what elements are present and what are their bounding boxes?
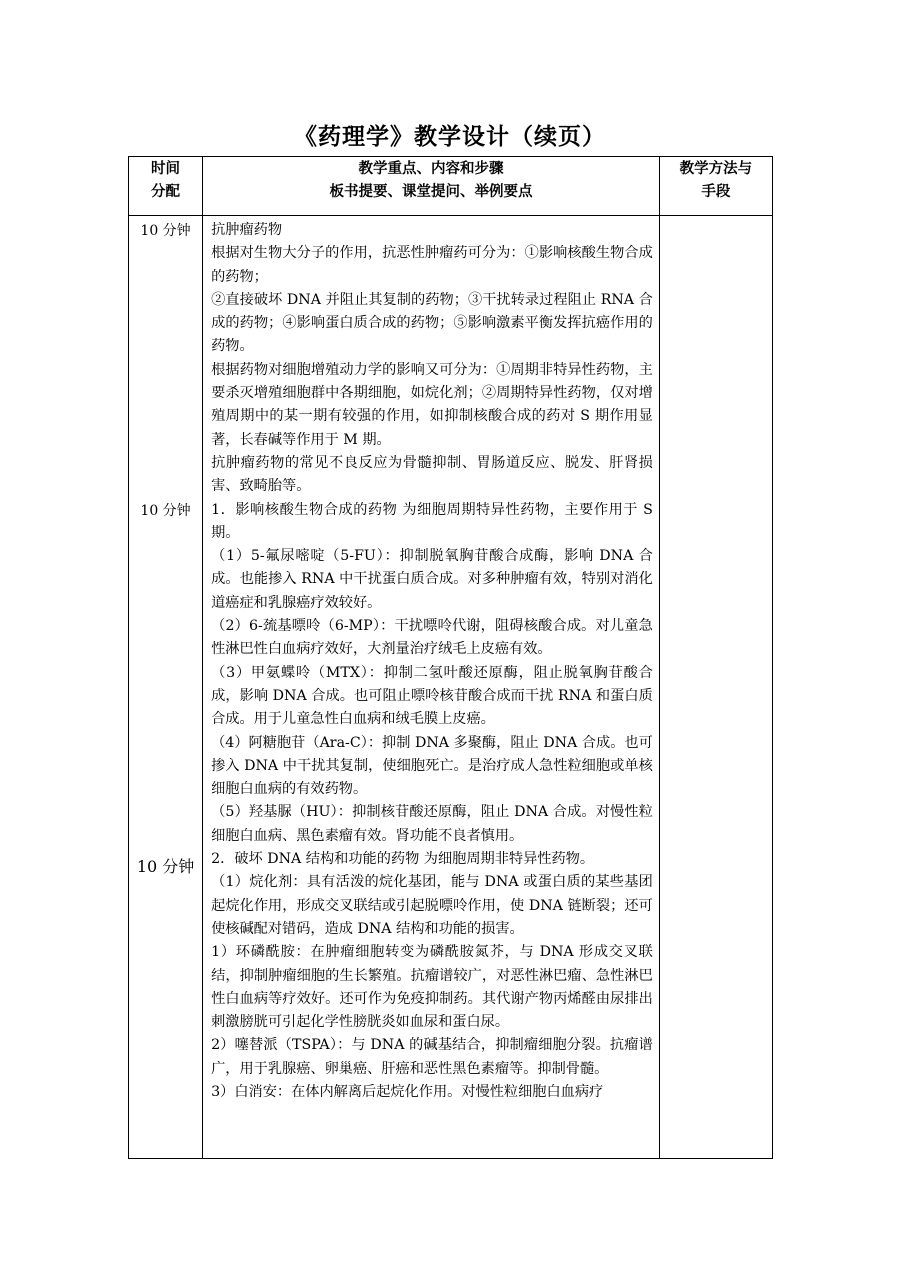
header-method-line2: 手段	[701, 183, 731, 200]
paragraph: 1．影响核酸生物合成的药物 为细胞周期特异性药物，主要作用于 S 期。	[211, 501, 653, 541]
time-label: 10 分钟	[140, 503, 191, 519]
paragraph: 1）环磷酰胺：在肿瘤细胞转变为磷酰胺氮芥，与 DNA 形成交叉联结，抑制肿瘤细胞的生长繁殖。抗瘤谱较广，对恶性淋巴瘤、急性淋巴性白血病等疗效好。还可作为免疫抑制药。其代谢产物丙烯醛由尿排出刺激膀胱可引起化学性膀胱炎如血尿和蛋白尿。	[211, 944, 653, 1031]
method-column	[659, 216, 772, 1159]
paragraph: （1）5-氟尿嘧啶（5-FU）：抑制脱氧胸苷酸合成酶，影响 DNA 合成。也能掺入 RNA 中干扰蛋白质合成。对多种肿瘤有效，特别对消化道癌症和乳腺癌疗效较好。	[211, 548, 653, 611]
content-column	[203, 216, 660, 1159]
paragraph: （1）烷化剂：具有活泼的烷化基团，能与 DNA 或蛋白质的某些基团起烷化作用，形成交叉联结或引起脱嘌呤作用，使 DNA 链断裂；还可使核碱配对错码，造成 DNA 结构和功能的损害。	[211, 874, 653, 937]
paragraph: ②直接破坏 DNA 并阻止其复制的药物；③干扰转录过程阻止 RNA 合成的药物；④影响蛋白质合成的药物；⑤影响激素平衡发挥抗癌作用的药物。	[211, 291, 653, 355]
paragraph: 2．破坏 DNA 结构和功能的药物 为细胞周期非特异性药物。	[211, 851, 595, 868]
paragraph: 3）白消安：在体内解离后起烷化作用。对慢性粒细胞白血病疗	[211, 1083, 604, 1100]
time-label: 10 分钟	[140, 223, 191, 239]
paragraph: 抗肿瘤药物的常见不良反应为骨髓抑制、胃肠道反应、脱发、肝肾损害、致畸胎等。	[211, 454, 653, 495]
header-content-line2: 板书提要、课堂提问、举例要点	[329, 183, 533, 200]
paragraph: 根据药物对细胞增殖动力学的影响又可分为：①周期非特异性药物，主要杀灭增殖细胞群中各期细胞，如烷化剂；②周期特异性药物，仅对增殖周期中的某一期有较强的作用，如抑制核酸合成的药对 S 期作用显著，长春碱等作用于 M 期。	[211, 361, 653, 448]
header-content-line1: 教学重点、内容和步骤	[358, 160, 504, 177]
header-method-line1: 教学方法与	[679, 160, 753, 177]
time-column	[129, 216, 203, 1159]
teaching-plan-table	[128, 156, 773, 1159]
header-time	[129, 157, 203, 216]
header-time-line2: 分配	[151, 183, 181, 200]
paragraph: 2）噻替派（TSPA）：与 DNA 的碱基结合，抑制瘤细胞分裂。抗瘤谱广，用于乳腺癌、卵巢癌、肝癌和恶性黑色素瘤等。抑制骨髓。	[211, 1037, 653, 1077]
paragraph: 根据对生物大分子的作用，抗恶性肿瘤药可分为：①影响核酸生物合成的药物；	[211, 245, 653, 285]
time-label: 10 分钟	[136, 857, 195, 876]
paragraph: （2）6-巯基嘌呤（6-MP）：干扰嘌呤代谢，阻碍核酸合成。对儿童急性淋巴性白血病疗效好，大剂量治疗绒毛上皮癌有效。	[211, 618, 653, 658]
header-method	[659, 157, 772, 216]
header-content	[203, 157, 660, 216]
header-row	[129, 157, 773, 216]
paragraph: （4）阿糖胞苷（Ara-C）：抑制 DNA 多聚酶，阻止 DNA 合成。也可掺入 DNA 中干扰其复制，使细胞死亡。是治疗成人急性粒细胞或单核细胞白血病的有效药物。	[211, 734, 653, 798]
paragraph: （5）羟基脲（HU）：抑制核苷酸还原酶，阻止 DNA 合成。对慢性粒细胞白血病、黑色素瘤有效。肾功能不良者慎用。	[211, 804, 653, 844]
header-time-line1: 时间	[151, 160, 181, 177]
paragraph: （3）甲氨蝶呤（MTX）：抑制二氢叶酸还原酶，阻止脱氧胸苷酸合成，影响 DNA 合成。也可阻止嘌呤核苷酸合成而干扰 RNA 和蛋白质合成。用于儿童急性白血病和绒毛膜上皮癌。	[211, 664, 653, 728]
section-heading: 抗肿瘤药物	[211, 222, 283, 238]
body-row	[129, 216, 773, 1159]
page-title: 《药理学》教学设计（续页）	[294, 123, 606, 150]
